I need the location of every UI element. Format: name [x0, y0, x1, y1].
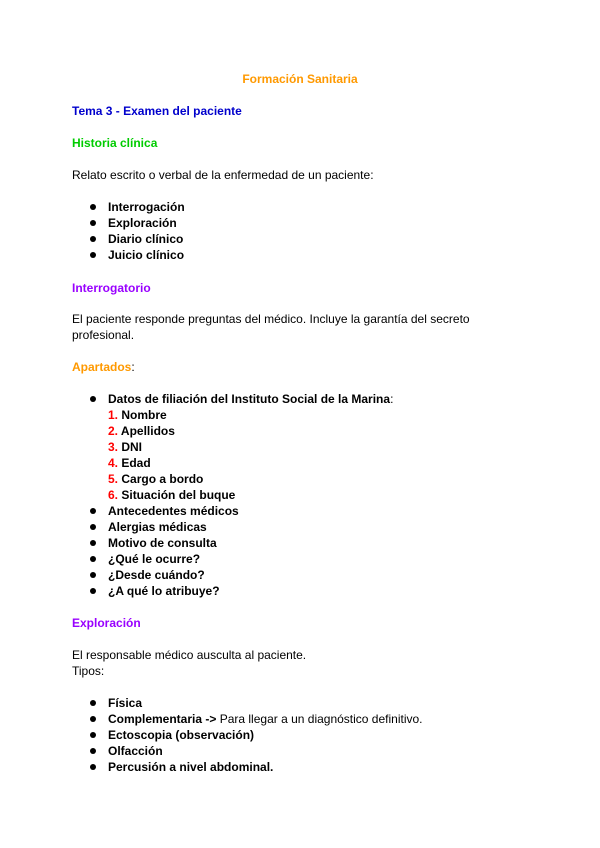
bullet-icon [90, 748, 96, 754]
interrogatorio-heading: Interrogatorio [72, 281, 151, 295]
bullet-icon [90, 396, 96, 402]
list-item: Alergias médicas [72, 519, 393, 535]
bullet-icon [90, 524, 96, 530]
bullet-icon [90, 700, 96, 706]
bullet-icon [90, 716, 96, 722]
sublist-item: 5. Cargo a bordo [108, 472, 204, 486]
exploracion-text: El responsable médico ausculta al paciente. [72, 648, 307, 662]
bullet-icon [90, 540, 96, 546]
historia-heading: Historia clínica [72, 136, 158, 150]
document-title: Formación Sanitaria [242, 72, 358, 86]
list-item: Interrogación [72, 199, 185, 215]
list-item: Diario clínico [72, 231, 185, 247]
bullet-icon [90, 588, 96, 594]
apartados-list [72, 391, 393, 599]
bullet-icon [90, 508, 96, 514]
apartados-heading: Apartados: [72, 360, 135, 374]
tipos-label: Tipos: [72, 664, 105, 678]
list-item: Exploración [72, 215, 185, 231]
list-item: ¿Desde cuándo? [72, 567, 393, 583]
interrogatorio-text: El paciente responde preguntas del médico. Incluye la garantía del secreto profesional. [72, 312, 470, 342]
exploracion-heading: Exploración [72, 616, 141, 630]
sublist-item: 1. Nombre [108, 408, 167, 422]
bullet-icon [90, 252, 96, 258]
bullet-icon [90, 764, 96, 770]
tema-heading: Tema 3 - Examen del paciente [72, 104, 242, 118]
bullet-icon [90, 220, 96, 226]
list-item: ¿A qué lo atribuye? [72, 583, 393, 599]
historia-list [72, 199, 185, 263]
historia-text: Relato escrito o verbal de la enfermedad de un paciente: [72, 168, 374, 182]
sublist-item: 2. Apellidos [108, 424, 175, 438]
filiacion-sublist [108, 407, 393, 503]
list-item: Física [72, 695, 423, 711]
list-item: Olfacción [72, 743, 423, 759]
list-item: Ectoscopia (observación) [72, 727, 423, 743]
list-item: Juicio clínico [72, 247, 185, 263]
bullet-icon [90, 236, 96, 242]
bullet-icon [90, 204, 96, 210]
list-item: Complementaria -> Para llegar a un diagnóstico definitivo. [72, 711, 423, 727]
exploracion-list [72, 695, 423, 775]
list-item: ¿Qué le ocurre? [72, 551, 393, 567]
sublist-item: 3. DNI [108, 440, 143, 454]
list-item: Antecedentes médicos [72, 503, 393, 519]
bullet-icon [90, 732, 96, 738]
list-item: Percusión a nivel abdominal. [72, 759, 423, 775]
sublist-item: 4. Edad [108, 456, 151, 470]
list-item: Motivo de consulta [72, 535, 393, 551]
sublist-item: 6. Situación del buque [108, 488, 236, 502]
bullet-icon [90, 556, 96, 562]
bullet-icon [90, 572, 96, 578]
list-item-filiacion: Datos de filiación del Instituto Social de la Marina: 1. Nombre 2. Apellidos 3. DNI 4. Edad 5. Cargo a bordo 6. Situación del buque [72, 391, 393, 503]
